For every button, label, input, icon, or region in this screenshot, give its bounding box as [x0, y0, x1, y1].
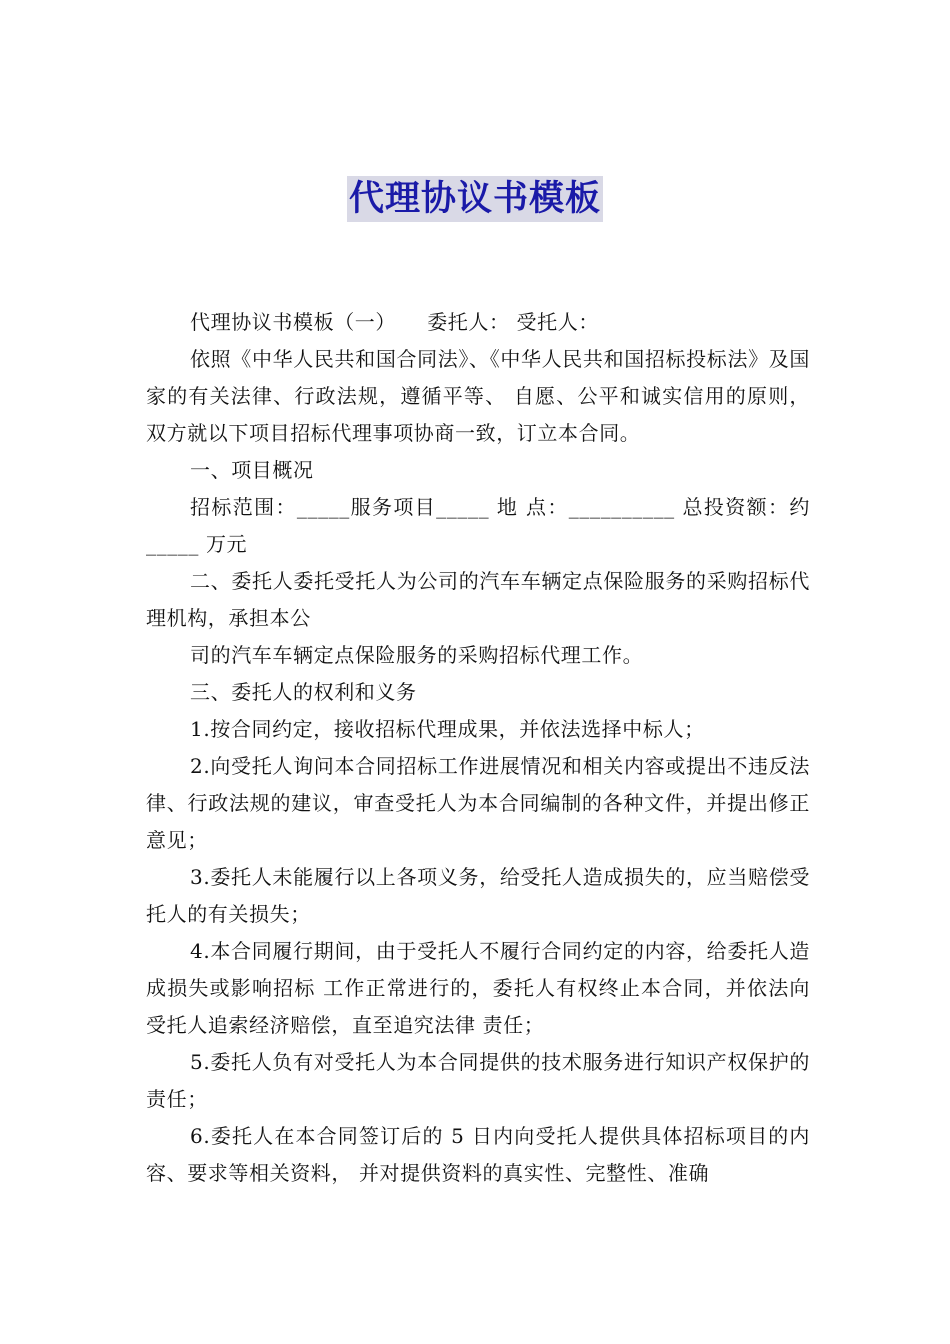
paragraph-header: 代理协议书模板（一） 委托人： 受托人：	[190, 310, 599, 334]
paragraph-preamble: 依照《中华人民共和国合同法》、《中华人民共和国招标投标法》及国家的有关法律、行政法规，遵循平等、 自愿、公平和诚实信用的原则，双方就以下项目招标代理事项协商一致，订立本合同。	[146, 347, 810, 445]
paragraph-section-two-cont: 司的汽车车辆定点保险服务的采购招标代理工作。	[190, 643, 644, 667]
document-title: 代理协议书模板	[347, 176, 603, 222]
list-item-1: 1.按合同约定，接收招标代理成果，并依法选择中标人；	[190, 717, 705, 741]
list-item-6: 6.委托人在本合同签订后的 5 日内向受托人提供具体招标项目的内容、要求等相关资料， 并对提供资料的真实性、完整性、准确	[146, 1124, 810, 1185]
section-heading-project-overview: 一、项目概况	[190, 458, 314, 482]
title-block	[0, 176, 950, 222]
list-item-5: 5.委托人负有对受托人为本合同提供的技术服务进行知识产权保护的责任；	[146, 1050, 810, 1111]
list-item-2: 2.向受托人询问本合同招标工作进展情况和相关内容或提出不违反法律、行政法规的建议，审查受托人为本合同编制的各种文件，并提出修正意见；	[146, 754, 810, 852]
list-item-4: 4.本合同履行期间，由于受托人不履行合同约定的内容，给委托人造成损失或影响招标 工作正常进行的，委托人有权终止本合同，并依法向受托人追索经济赔偿，直至追究法律 责任；	[146, 939, 810, 1037]
list-item-3: 3.委托人未能履行以上各项义务，给受托人造成损失的，应当赔偿受托人的有关损失；	[146, 865, 810, 926]
section-heading-rights-duties: 三、委托人的权利和义务	[190, 680, 417, 704]
paragraph-section-two: 二、委托人委托受托人为公司的汽车车辆定点保险服务的采购招标代理机构，承担本公	[146, 569, 810, 630]
document-body	[146, 304, 810, 1192]
paragraph-project-fields: 招标范围：_____服务项目_____ 地 点：__________ 总投资额：约_____ 万元	[146, 495, 810, 556]
